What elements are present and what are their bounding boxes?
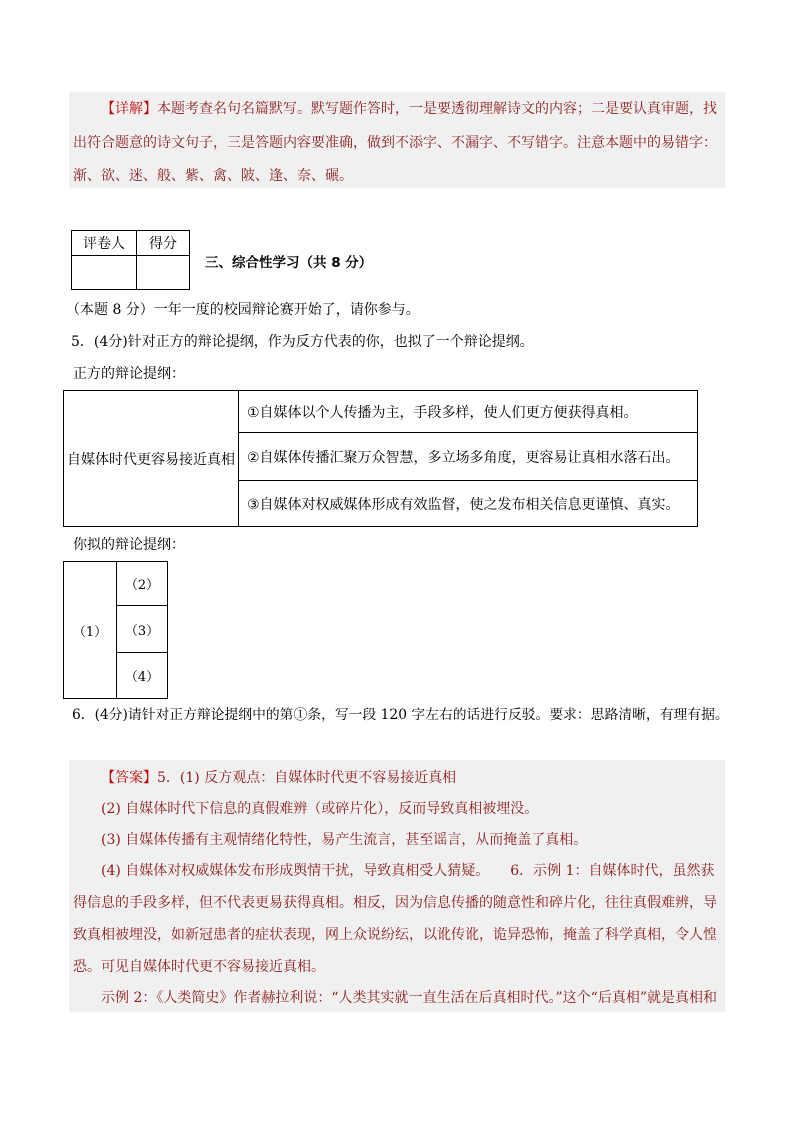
answer-line-2: (2) 自媒体时代下信息的真假难辨（或碎片化），反而导致真相被埋没。 xyxy=(101,801,539,817)
section-title: 三、综合性学习（共 8 分） xyxy=(205,255,373,271)
blank-point-2: （2） xyxy=(117,562,168,606)
pro-outline-label: 正方的辩论提纲： xyxy=(73,366,185,382)
blank-debate-outline xyxy=(63,561,168,699)
pro-point-3: ③自媒体对权威媒体形成有效监督，使之发布相关信息更谨慎、真实。 xyxy=(239,481,698,527)
pro-thesis-cell: 自媒体时代更容易接近真相 xyxy=(64,391,239,527)
detail-tag: 【详解】 xyxy=(101,101,157,117)
question-6: 6．(4分)请针对正方辩论提纲中的第①条，写一段 120 字左右的话进行反驳。要求：思路清晰，有理有据。 xyxy=(72,707,729,723)
answer-line-7: 恐。可见自媒体时代更不容易接近真相。 xyxy=(73,959,325,975)
detail-line-1: 【详解】本题考查名句名篇默写。默写题作答时，一是要透彻理解诗文的内容；二是要认真审题，找 xyxy=(101,101,717,117)
blank-main-cell: （1） xyxy=(64,562,117,699)
blank-point-3: （3） xyxy=(117,606,168,653)
answer-line-5: 得信息的手段多样，但不代表更易获得真相。相反，因为信息传播的随意性和碎片化，往往真假难辨，导 xyxy=(73,895,717,911)
detail-line-2: 出符合题意的诗文句子，三是答题内容要准确，做到不添字、不漏字、不写错字。注意本题中的易错字： xyxy=(73,135,717,151)
answer-line-1: 【答案】5．(1) 反方观点：自媒体时代更不容易接近真相 xyxy=(101,770,457,786)
grader-cell xyxy=(72,256,137,290)
answer-line-4: (4) 自媒体对权威媒体发布形成舆情干扰，导致真相受人猜疑。 6．示例 1：自媒体时代，虽然获 xyxy=(101,863,715,879)
answer-line-6: 致真相被埋没，如新冠患者的症状表现，网上众说纷纭，以讹传讹，诡异恐怖，掩盖了科学真相，令人惶 xyxy=(73,927,717,943)
blank-point-4: （4） xyxy=(117,653,168,699)
answer-tag: 【答案】 xyxy=(101,770,157,786)
score-header: 得分 xyxy=(137,231,190,256)
detail-line-3: 渐、欲、迷、般、紫、禽、陂、逢、奈、碾。 xyxy=(73,168,353,184)
pro-debate-outline xyxy=(63,390,698,527)
score-cell xyxy=(137,256,190,290)
answer-line-8: 示例 2：《人类简史》作者赫拉利说：“人类其实就一直生活在后真相时代。”这个“后真相”就是真相和 xyxy=(101,990,717,1006)
your-outline-label: 你拟的辩论提纲： xyxy=(73,537,185,553)
grader-header: 评卷人 xyxy=(72,231,137,256)
pro-point-2: ②自媒体传播汇聚万众智慧，多立场多角度，更容易让真相水落石出。 xyxy=(239,433,698,481)
pro-point-1: ①自媒体以个人传播为主，手段多样，使人们更方便获得真相。 xyxy=(239,391,698,433)
grader-score-table xyxy=(71,230,190,290)
question-5: 5．(4分)针对正方的辩论提纲，作为反方代表的你，也拟了一个辩论提纲。 xyxy=(71,334,534,350)
answer-line-3: (3) 自媒体传播有主观情绪化特性，易产生流言，甚至谣言，从而掩盖了真相。 xyxy=(101,832,588,848)
intro-text: （本题 8 分）一年一度的校园辩论赛开始了，请你参与。 xyxy=(66,302,420,318)
